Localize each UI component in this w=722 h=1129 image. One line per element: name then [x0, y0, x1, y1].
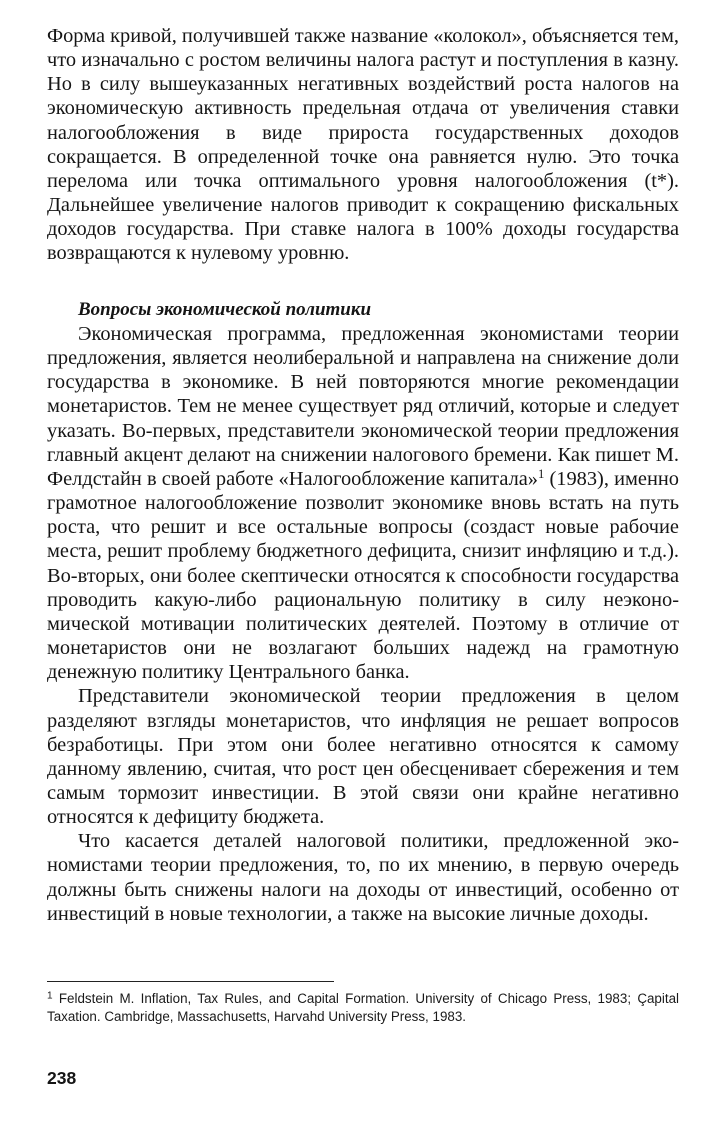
paragraph: Что касается деталей налоговой политики, предложенной экономистами теории предложения, то, по их мнению, в первую очередь должны быть снижены налоги на доходы от инвестиций, особенно от инвестиций в новые технологии, а также на высокие личные доходы. — [47, 830, 679, 925]
footnote-marker: 1 — [47, 990, 53, 1002]
footnote-text: Feldstein M. Inflation, Tax Rules, and Capital Formation. University of Chicago Press, 1983; Çapital Taxation. Cambridge, Massachusetts, Harvahd University Press, 1983. — [47, 991, 679, 1024]
paragraph-text: (1983), именно грамотное налогообложение позволит экономике вновь встать на путь роста, что решит и все остальные вопросы (создаст новые рабочие места, решит проблему бюджетного дефицита, снизит инфляцию и т.д.). Во-вторых, они более скептически относятся к способности государства проводить какую-либо рациональную политику в силу неэкономической мотивации политических деятелей. Поэтому в отличие от монетаристов они не возлагают больших надежд на грамотную денежную политику Центрального банка. — [47, 467, 680, 684]
section-body — [47, 322, 679, 926]
paragraph: Представители экономической теории предложения в целом разделяют взгляды монетаристов, что инфляция не решает вопросов безработицы. При этом они более негативно относятся к самому данному явлению, считая, что рост цен обесценивает сбережения и тем самым тормозит инвестиции. В этой связи они крайне негативно относятся к дефициту бюджета. — [47, 685, 679, 829]
footnote-divider — [47, 981, 334, 982]
paragraph-text: Экономическая программа, предложенная экономистами теории предложения, является неолиберальной и направлена на снижение доли государства в экономике. В ней повторяются многие рекомендации монетаристов. Тем не менее существует ряд отличий, которые и следует указать. Во-первых, представители экономической теории предложения главный акцент делают на снижении налогового бремени. Как пишет М. Фелдстайн в своей работе «Налогообложение капитала» — [47, 323, 679, 490]
section-heading: Вопросы экономической политики — [78, 299, 372, 320]
footnote-reference: 1 — [538, 466, 545, 481]
paragraph — [47, 322, 679, 684]
paragraph: Форма кривой, получившей также название «колокол», объясняется тем, что изначально с ростом величины налога растут и поступления в казну. Но в силу вышеуказанных негативных воздействий роста налогов на экономическую активность предельная отдача от увеличения ставки налогообложения в виде прироста государственных доходов сокращается. В определенной точке она равняется нулю. Это точка перелома или точка оптимального уровня налогообложения (t*). Дальнейшее увеличение налогов приводит к сокращению фискальных доходов государства. При ставке налога в 100% доходы государства возвращаются к нулевому уровню. — [47, 25, 679, 265]
footnote — [47, 990, 679, 1025]
page-number: 238 — [47, 1068, 77, 1088]
